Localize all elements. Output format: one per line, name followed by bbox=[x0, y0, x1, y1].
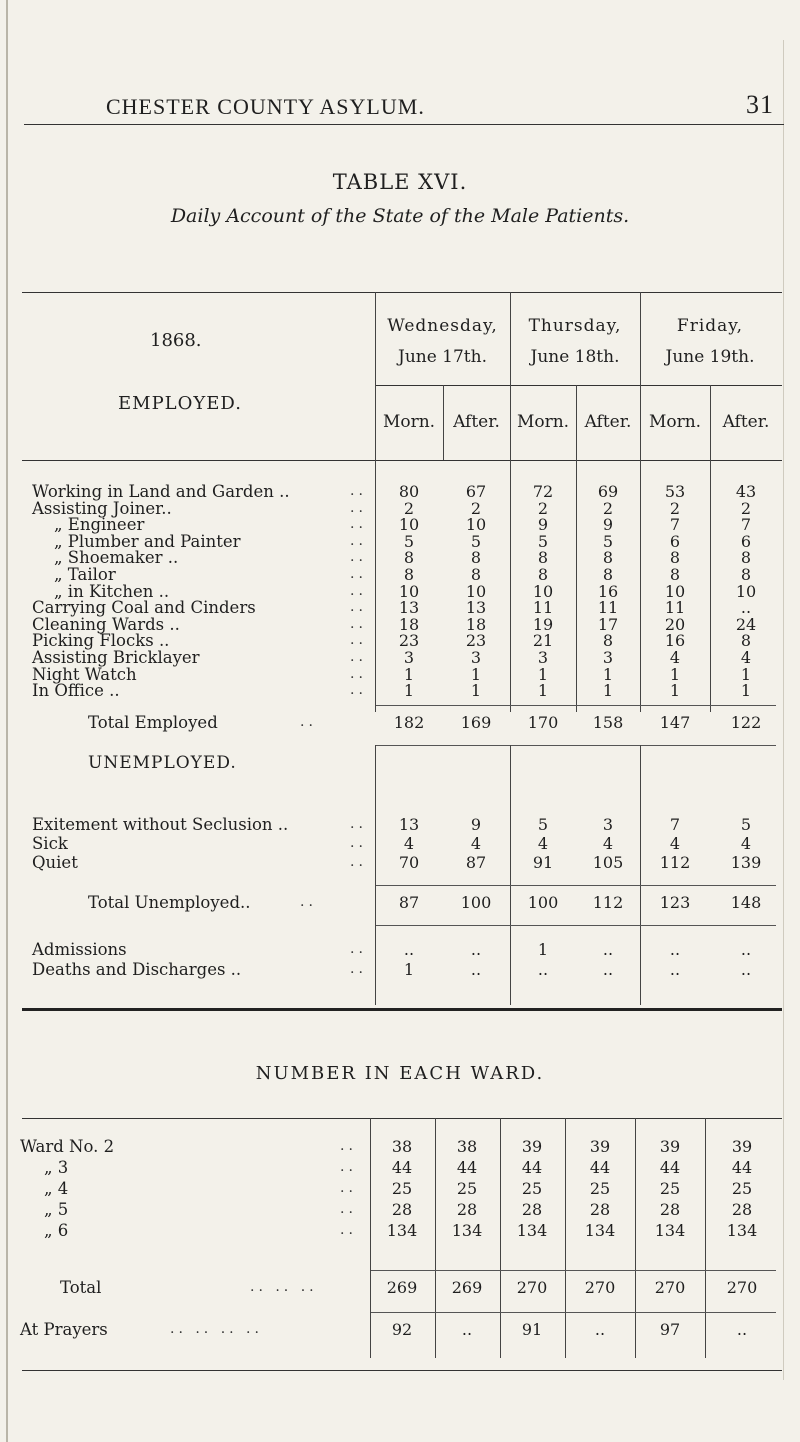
table-cell: 25 bbox=[391, 1179, 413, 1198]
table-cell: 2 bbox=[537, 498, 549, 518]
table-cell: 100 bbox=[460, 893, 492, 912]
table-cell: 169 bbox=[460, 713, 492, 732]
leader-dots: .. bbox=[350, 649, 367, 665]
table-cell: 5 bbox=[602, 531, 614, 551]
day-heading-3: Friday, bbox=[676, 316, 744, 336]
table-bottom-rule bbox=[22, 1008, 782, 1011]
leader-dots: .. bbox=[300, 894, 317, 910]
table-cell: 9 bbox=[470, 815, 482, 834]
period-heading: After. bbox=[722, 412, 770, 432]
row-label: „ 5 bbox=[44, 1200, 69, 1219]
subtotal-rule bbox=[371, 1312, 776, 1313]
leader-dots: .. bbox=[350, 549, 367, 566]
table-cell: 97 bbox=[659, 1320, 681, 1339]
leader-dots: .. bbox=[340, 1159, 357, 1175]
table-cell: 92 bbox=[391, 1320, 413, 1339]
day-heading-2: Thursday, bbox=[528, 316, 622, 336]
column-rule bbox=[375, 745, 376, 1005]
row-label: Picking Flocks .. bbox=[32, 631, 170, 651]
table-cell: 4 bbox=[403, 834, 415, 853]
table-cell: 4 bbox=[470, 834, 482, 853]
table-cell: 10 bbox=[398, 581, 420, 601]
table-cell: 10 bbox=[735, 581, 757, 601]
table-cell: 44 bbox=[589, 1158, 611, 1177]
page-edge-right bbox=[783, 40, 784, 1380]
table-cell: 182 bbox=[393, 713, 425, 732]
table-cell: 147 bbox=[659, 713, 691, 732]
table-cell: 2 bbox=[470, 498, 482, 518]
table-cell: 25 bbox=[589, 1179, 611, 1198]
table-cell: 105 bbox=[592, 853, 624, 872]
leader-dots: .. bbox=[350, 599, 367, 616]
day-heading-rule bbox=[375, 385, 782, 386]
table-cell: 11 bbox=[664, 598, 686, 618]
column-rule bbox=[640, 745, 641, 1005]
wards-title: NUMBER IN EACH WARD. bbox=[255, 1063, 545, 1084]
table-cell: 3 bbox=[602, 815, 614, 834]
table-cell: 8 bbox=[470, 548, 482, 568]
table-cell: 8 bbox=[740, 631, 752, 651]
table-cell: 28 bbox=[659, 1200, 681, 1219]
table-cell: 170 bbox=[527, 713, 559, 732]
column-rule bbox=[510, 745, 511, 1005]
table-cell: 18 bbox=[465, 614, 487, 634]
prayers-label: At Prayers bbox=[20, 1320, 108, 1339]
table-cell: 134 bbox=[451, 1221, 483, 1240]
row-label: „ in Kitchen .. bbox=[54, 581, 170, 601]
table-cell: .. bbox=[669, 960, 681, 979]
column-rule bbox=[375, 292, 376, 712]
table-cell: 269 bbox=[386, 1278, 418, 1297]
table-cell: 1 bbox=[669, 681, 681, 701]
leader-dots: .. bbox=[350, 632, 367, 649]
column-rule bbox=[370, 1118, 371, 1358]
table-cell: 25 bbox=[521, 1179, 543, 1198]
table-cell: 8 bbox=[669, 548, 681, 568]
leader-dots: .. bbox=[350, 816, 367, 832]
table-cell: 158 bbox=[592, 713, 624, 732]
leader-dots: .. bbox=[350, 665, 367, 682]
table-cell: 270 bbox=[516, 1278, 548, 1297]
table-cell: .. bbox=[740, 940, 752, 959]
row-label: „ Plumber and Painter bbox=[54, 531, 241, 551]
table-cell: 112 bbox=[659, 853, 691, 872]
table-cell: 3 bbox=[602, 648, 614, 667]
subtotal-rule bbox=[376, 745, 776, 746]
table-cell: 5 bbox=[403, 531, 415, 551]
table-cell: 10 bbox=[664, 581, 686, 601]
table-cell: 44 bbox=[391, 1158, 413, 1177]
table-subtitle: Daily Account of the State of the Male Patients. bbox=[170, 205, 630, 227]
table-cell: 134 bbox=[516, 1221, 548, 1240]
table-cell: 16 bbox=[664, 631, 686, 651]
leader-dots: .. bbox=[300, 714, 317, 730]
period-heading: After. bbox=[453, 412, 500, 432]
leader-dots: .. bbox=[350, 582, 367, 599]
table-cell: .. bbox=[470, 960, 482, 979]
table-title: TABLE XVI. bbox=[332, 170, 468, 194]
table-cell: 6 bbox=[669, 531, 681, 551]
table-cell: .. bbox=[470, 940, 482, 959]
table-cell: 18 bbox=[398, 614, 420, 634]
table-cell: 53 bbox=[664, 482, 686, 501]
table-cell: 21 bbox=[532, 631, 554, 651]
table-cell: 1 bbox=[537, 664, 549, 684]
column-rule bbox=[640, 292, 641, 712]
table-cell: 1 bbox=[470, 664, 482, 684]
table-cell: 87 bbox=[398, 893, 420, 912]
table-cell: 23 bbox=[465, 631, 487, 651]
table-cell: 139 bbox=[730, 853, 762, 872]
table-cell: 1 bbox=[537, 940, 549, 959]
leader-dots: .. bbox=[350, 516, 367, 533]
leader-dots: .. bbox=[340, 1138, 357, 1154]
column-rule bbox=[500, 1118, 501, 1358]
table-cell: 8 bbox=[537, 548, 549, 568]
row-label: Quiet bbox=[32, 853, 78, 872]
table-cell: 38 bbox=[391, 1137, 413, 1156]
table-cell: 8 bbox=[740, 548, 752, 568]
table-cell: 6 bbox=[740, 531, 752, 551]
row-label: Assisting Bricklayer bbox=[32, 648, 200, 667]
table-cell: 2 bbox=[740, 498, 752, 518]
leader-dots: .. bbox=[350, 566, 367, 582]
subtotal-rule bbox=[376, 925, 776, 926]
table-cell: 3 bbox=[470, 648, 482, 667]
table-cell: 1 bbox=[470, 681, 482, 701]
employed-heading: EMPLOYED. bbox=[118, 393, 242, 414]
period-heading: After. bbox=[584, 412, 632, 432]
table-cell: 19 bbox=[532, 614, 554, 634]
table-cell: .. bbox=[669, 940, 681, 959]
wards-bottom-rule bbox=[22, 1370, 782, 1371]
table-cell: 4 bbox=[602, 834, 614, 853]
table-cell: 4 bbox=[669, 834, 681, 853]
table-cell: 7 bbox=[669, 815, 681, 834]
table-cell: 8 bbox=[602, 548, 614, 568]
table-cell: 1 bbox=[403, 664, 415, 684]
row-label: Ward No. 2 bbox=[20, 1137, 115, 1156]
table-cell: 2 bbox=[669, 498, 681, 518]
leader-dots: .. bbox=[350, 854, 367, 870]
table-cell: 11 bbox=[532, 598, 554, 618]
table-cell: 16 bbox=[597, 581, 619, 601]
row-label: Carrying Coal and Cinders bbox=[32, 598, 256, 618]
table-cell: 44 bbox=[521, 1158, 543, 1177]
row-label: „ 4 bbox=[44, 1179, 69, 1198]
table-cell: 70 bbox=[398, 853, 420, 872]
table-cell: 4 bbox=[669, 648, 681, 667]
table-cell: 13 bbox=[398, 598, 420, 618]
table-cell: 13 bbox=[398, 815, 420, 834]
table-cell: 4 bbox=[537, 834, 549, 853]
column-rule bbox=[435, 1118, 436, 1358]
table-cell: 39 bbox=[731, 1137, 753, 1156]
period-heading: Morn. bbox=[648, 412, 702, 432]
column-rule bbox=[705, 1118, 706, 1358]
leader-dots: .. .. .. .. bbox=[170, 1321, 263, 1337]
table-cell: 25 bbox=[731, 1179, 753, 1198]
table-cell: 270 bbox=[584, 1278, 616, 1297]
column-rule bbox=[510, 292, 511, 712]
row-label: „ Engineer bbox=[54, 515, 145, 535]
header-bottom-rule bbox=[22, 460, 782, 461]
table-cell: 134 bbox=[386, 1221, 418, 1240]
total-employed-label: Total Employed bbox=[88, 713, 218, 732]
table-cell: 20 bbox=[664, 614, 686, 634]
table-cell: .. bbox=[461, 1320, 473, 1339]
table-cell: 8 bbox=[470, 565, 482, 584]
table-cell: 1 bbox=[602, 681, 614, 701]
row-label: „ Shoemaker .. bbox=[54, 548, 179, 568]
table-cell: 8 bbox=[602, 565, 614, 584]
table-cell: 10 bbox=[465, 515, 487, 535]
leader-dots: .. bbox=[350, 499, 367, 516]
table-cell: 28 bbox=[391, 1200, 413, 1219]
running-head bbox=[100, 88, 780, 128]
table-cell: 123 bbox=[659, 893, 691, 912]
leader-dots: .. bbox=[350, 615, 367, 632]
table-cell: 87 bbox=[465, 853, 487, 872]
wards-total-label: Total bbox=[60, 1278, 102, 1297]
table-cell: 44 bbox=[659, 1158, 681, 1177]
leader-dots: .. bbox=[350, 961, 367, 977]
running-title: CHESTER COUNTY ASYLUM. bbox=[106, 94, 425, 119]
table-cell: 91 bbox=[532, 853, 554, 872]
table-cell: 134 bbox=[584, 1221, 616, 1240]
table-cell: 28 bbox=[589, 1200, 611, 1219]
table-cell: 5 bbox=[740, 815, 752, 834]
header-rule bbox=[24, 124, 784, 125]
column-rule bbox=[443, 385, 444, 460]
table-cell: 5 bbox=[470, 531, 482, 551]
table-cell: 122 bbox=[730, 713, 762, 732]
table-cell: 43 bbox=[735, 482, 757, 501]
table-cell: 4 bbox=[740, 834, 752, 853]
column-rule bbox=[710, 385, 711, 712]
table-cell: 67 bbox=[465, 482, 487, 501]
table-cell: 5 bbox=[537, 815, 549, 834]
table-cell: 10 bbox=[532, 581, 554, 601]
year-label: 1868. bbox=[150, 330, 202, 351]
subtotal-rule bbox=[371, 1270, 776, 1271]
table-cell: 270 bbox=[726, 1278, 758, 1297]
row-label: Deaths and Discharges .. bbox=[32, 960, 242, 979]
subtotal-rule bbox=[376, 705, 776, 706]
table-cell: 9 bbox=[537, 515, 549, 535]
leader-dots: .. bbox=[340, 1180, 357, 1196]
table-cell: 269 bbox=[451, 1278, 483, 1297]
row-label: Admissions bbox=[32, 940, 127, 959]
table-cell: 100 bbox=[527, 893, 559, 912]
table-cell: 7 bbox=[669, 515, 681, 535]
table-cell: 11 bbox=[597, 598, 619, 618]
table-cell: .. bbox=[594, 1320, 606, 1339]
table-cell: 28 bbox=[456, 1200, 478, 1219]
table-cell: 8 bbox=[403, 565, 415, 584]
table-cell: 44 bbox=[731, 1158, 753, 1177]
table-cell: 3 bbox=[403, 648, 415, 667]
table-cell: 23 bbox=[398, 631, 420, 651]
table-cell: 2 bbox=[403, 498, 415, 518]
table-cell: 44 bbox=[456, 1158, 478, 1177]
row-label: In Office .. bbox=[32, 681, 120, 701]
table-cell: 39 bbox=[659, 1137, 681, 1156]
table-cell: 38 bbox=[456, 1137, 478, 1156]
table-cell: 1 bbox=[740, 664, 752, 684]
table-cell: 91 bbox=[521, 1320, 543, 1339]
page-number: 31 bbox=[746, 90, 774, 119]
table-cell: 8 bbox=[602, 631, 614, 651]
table-cell: 10 bbox=[465, 581, 487, 601]
table-cell: 1 bbox=[602, 664, 614, 684]
leader-dots: .. .. .. bbox=[250, 1279, 318, 1295]
table-cell: 1 bbox=[403, 960, 415, 979]
table-cell: 134 bbox=[654, 1221, 686, 1240]
wards-top-rule bbox=[22, 1118, 782, 1119]
table-cell: 8 bbox=[403, 548, 415, 568]
table-cell: 17 bbox=[597, 614, 619, 634]
day-heading-1: Wednesday, bbox=[387, 316, 498, 336]
table-cell: 39 bbox=[589, 1137, 611, 1156]
date-heading-2: June 18th. bbox=[530, 347, 620, 367]
leader-dots: .. bbox=[340, 1201, 357, 1217]
table-cell: 69 bbox=[597, 482, 619, 501]
table-cell: 112 bbox=[592, 893, 624, 912]
table-cell: 80 bbox=[398, 482, 420, 501]
total-unemployed-label: Total Unemployed.. bbox=[88, 893, 251, 912]
date-heading-3: June 19th. bbox=[665, 347, 755, 367]
table-cell: 39 bbox=[521, 1137, 543, 1156]
table-cell: 2 bbox=[602, 498, 614, 518]
row-label: „ Tailor bbox=[54, 565, 116, 584]
table-cell: 5 bbox=[537, 531, 549, 551]
row-label: „ 3 bbox=[44, 1158, 69, 1177]
leader-dots: .. bbox=[340, 1222, 357, 1238]
period-heading: Morn. bbox=[382, 412, 436, 432]
table-cell: 8 bbox=[669, 565, 681, 584]
table-cell: 24 bbox=[735, 614, 757, 634]
table-cell: .. bbox=[736, 1320, 748, 1339]
table-cell: 9 bbox=[602, 515, 614, 535]
table-cell: 7 bbox=[740, 515, 752, 535]
table-cell: 28 bbox=[521, 1200, 543, 1219]
row-label: Sick bbox=[32, 834, 68, 853]
table-cell: 8 bbox=[740, 565, 752, 584]
table-cell: 1 bbox=[403, 681, 415, 701]
table-cell: .. bbox=[602, 960, 614, 979]
table-cell: .. bbox=[740, 598, 752, 618]
row-label: Exitement without Seclusion .. bbox=[32, 815, 289, 834]
table-cell: 148 bbox=[730, 893, 762, 912]
row-label: Cleaning Wards .. bbox=[32, 614, 180, 634]
leader-dots: .. bbox=[350, 483, 367, 499]
table-cell: .. bbox=[537, 960, 549, 979]
row-label: Assisting Joiner.. bbox=[32, 498, 172, 518]
unemployed-heading: UNEMPLOYED. bbox=[88, 753, 237, 773]
table-cell: 4 bbox=[740, 648, 752, 667]
table-cell: .. bbox=[740, 960, 752, 979]
date-heading-1: June 17th. bbox=[398, 347, 487, 367]
table-cell: 28 bbox=[731, 1200, 753, 1219]
table-cell: 25 bbox=[659, 1179, 681, 1198]
table-cell: 1 bbox=[537, 681, 549, 701]
row-label: „ 6 bbox=[44, 1221, 69, 1240]
column-rule bbox=[576, 385, 577, 712]
table-cell: 1 bbox=[740, 681, 752, 701]
table-cell: 8 bbox=[537, 565, 549, 584]
row-label: Night Watch bbox=[32, 664, 137, 684]
table-cell: 1 bbox=[669, 664, 681, 684]
table-cell: 10 bbox=[398, 515, 420, 535]
table-cell: 72 bbox=[532, 482, 554, 501]
table-cell: 134 bbox=[726, 1221, 758, 1240]
table-cell: 270 bbox=[654, 1278, 686, 1297]
table-cell: .. bbox=[602, 940, 614, 959]
column-rule bbox=[565, 1118, 566, 1358]
table-cell: 13 bbox=[465, 598, 487, 618]
leader-dots: .. bbox=[350, 835, 367, 851]
table-cell: .. bbox=[403, 940, 415, 959]
table-cell: 3 bbox=[537, 648, 549, 667]
column-rule bbox=[635, 1118, 636, 1358]
leader-dots: .. bbox=[350, 532, 367, 549]
leader-dots: .. bbox=[350, 682, 367, 699]
subtotal-rule bbox=[376, 885, 776, 886]
row-label: Working in Land and Garden .. bbox=[32, 482, 290, 501]
leader-dots: .. bbox=[350, 941, 367, 957]
period-heading: Morn. bbox=[516, 412, 570, 432]
table-top-rule bbox=[22, 292, 782, 293]
table-cell: 25 bbox=[456, 1179, 478, 1198]
